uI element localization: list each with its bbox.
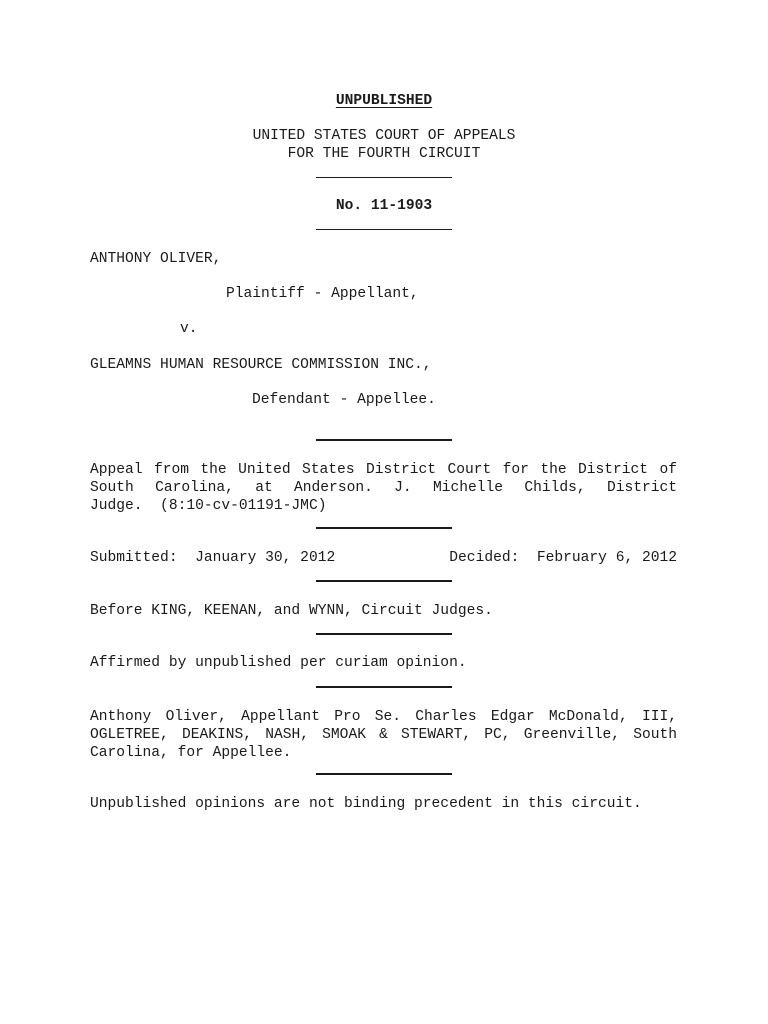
divider-rule	[316, 229, 452, 230]
divider-rule	[316, 527, 452, 529]
case-number: No. 11-1903	[335, 198, 433, 214]
disposition: Affirmed by unpublished per curiam opinion.	[90, 655, 467, 671]
defendant-name: GLEAMNS HUMAN RESOURCE COMMISSION INC.,	[90, 357, 432, 373]
appeal-line-2: South Carolina, at Anderson. J. Michelle Childs, District	[90, 480, 677, 496]
divider-rule	[316, 177, 452, 178]
plaintiff-role: Plaintiff - Appellant,	[226, 286, 419, 302]
counsel-line-2: OGLETREE, DEAKINS, NASH, SMOAK & STEWART, PC, Greenville, South	[90, 727, 677, 743]
divider-rule	[316, 439, 452, 441]
panel-judges: Before KING, KEENAN, and WYNN, Circuit Judges.	[90, 603, 493, 619]
appeal-line-3: Judge. (8:10-cv-01191-JMC)	[90, 498, 327, 514]
court-name-line-2: FOR THE FOURTH CIRCUIT	[287, 146, 481, 162]
court-name-line-1: UNITED STATES COURT OF APPEALS	[252, 128, 516, 144]
decided-date: Decided: February 6, 2012	[449, 550, 677, 566]
counsel-line-3: Carolina, for Appellee.	[90, 745, 292, 761]
divider-rule	[316, 773, 452, 775]
divider-rule	[316, 633, 452, 635]
counsel-line-1: Anthony Oliver, Appellant Pro Se. Charles Edgar McDonald, III,	[90, 709, 677, 725]
plaintiff-name: ANTHONY OLIVER,	[90, 251, 222, 267]
divider-rule	[316, 580, 452, 582]
divider-rule	[316, 686, 452, 688]
unpublished-heading: UNPUBLISHED	[335, 93, 433, 109]
appeal-line-1: Appeal from the United States District Court for the District of	[90, 462, 677, 478]
precedent-notice: Unpublished opinions are not binding precedent in this circuit.	[90, 796, 642, 812]
submitted-date: Submitted: January 30, 2012	[90, 550, 336, 566]
defendant-role: Defendant - Appellee.	[252, 392, 436, 408]
versus: v.	[180, 321, 198, 337]
